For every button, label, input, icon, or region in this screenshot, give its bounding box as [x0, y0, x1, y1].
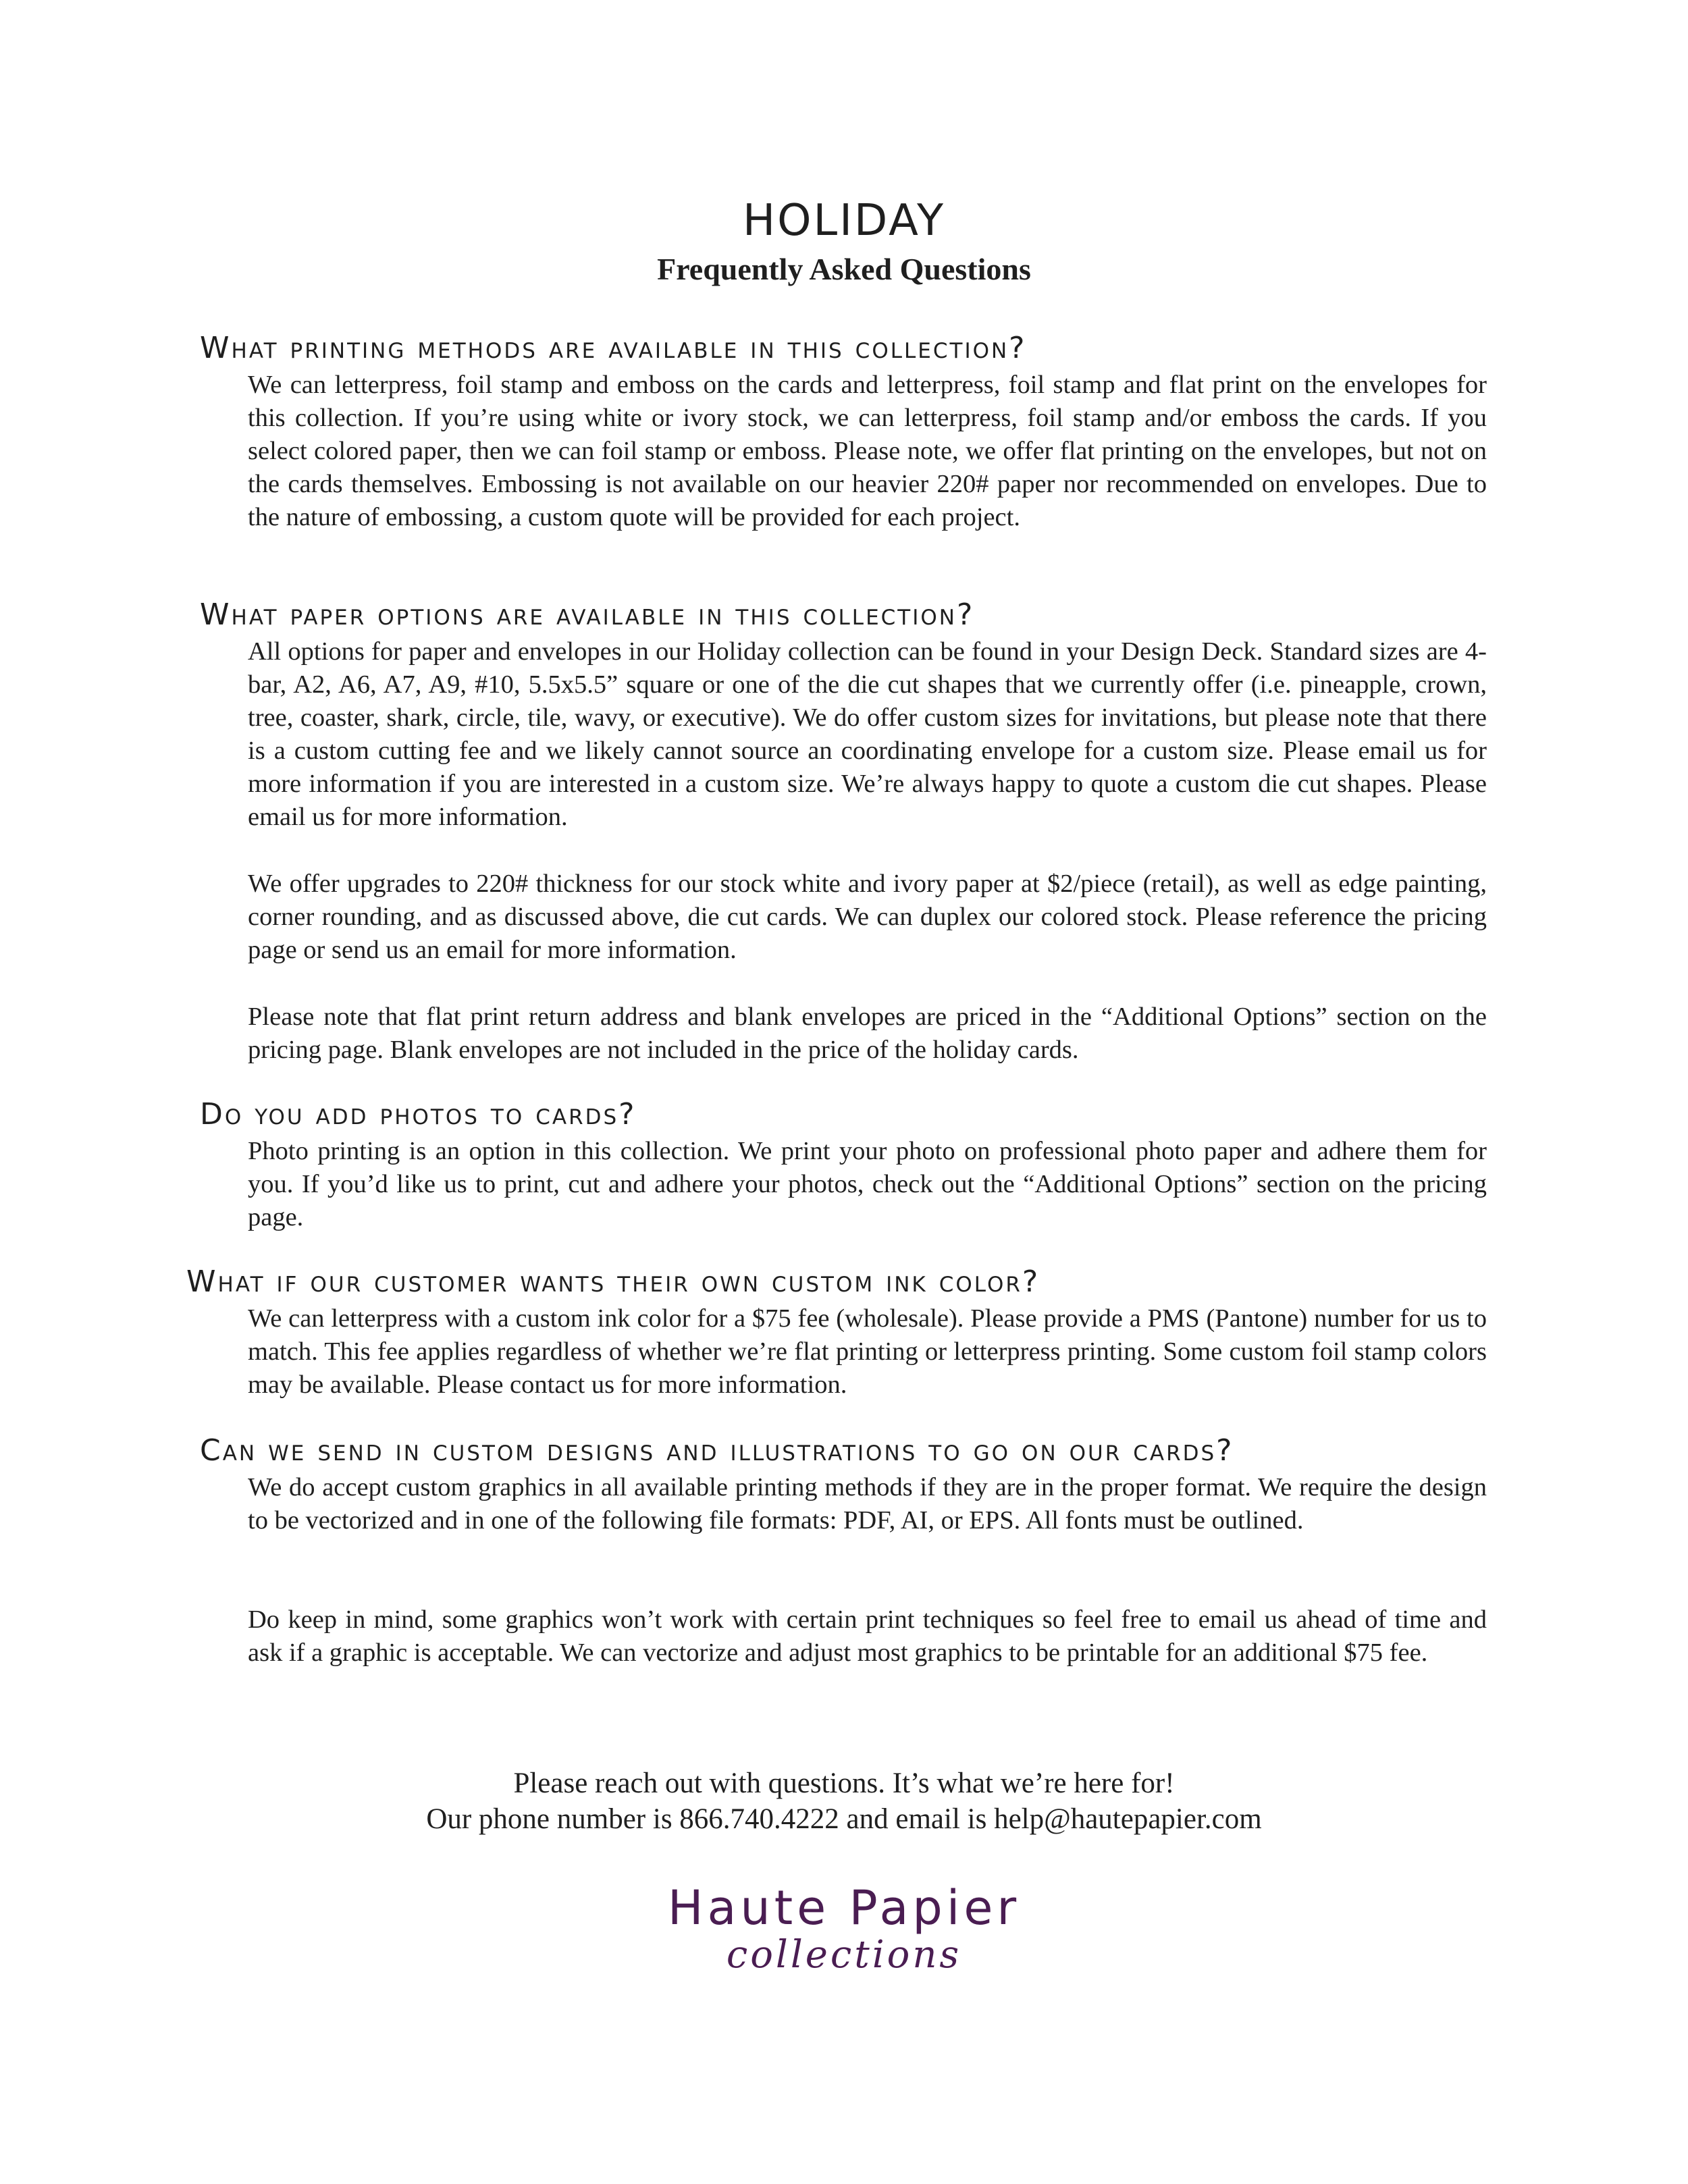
faq-answer-paper-upgrades: We offer upgrades to 220# thickness for our stock white and ivory paper at $2/piece (retail), as well as edge painting, corner rounding, and as discussed above, die cut cards. We can duplex our colored stock. Please reference the pricing page or send us an email for more information.	[248, 870, 1487, 964]
logo-sub-text: collections	[726, 1933, 962, 1977]
faq-answer-custom-designs: We do accept custom graphics in all available printing methods if they are in the proper format. We require the design to be vectorized and in one of the following file formats: PDF, AI, or EPS. All fonts must be outlined.	[248, 1473, 1487, 1535]
faq-answer-photos: Photo printing is an option in this collection. We print your photo on professional photo paper and adhere them for you. If you’d like us to print, cut and adhere your photos, check out the “Additional Options” section on the pricing page.	[248, 1137, 1487, 1231]
faq-question-custom-designs: Can we send in custom designs and illustrations to go on our cards?	[200, 1433, 1234, 1468]
document-title: HOLIDAY	[742, 196, 946, 246]
haute-papier-logo	[608, 1880, 1080, 1995]
logo-brand-text: Haute Papier	[667, 1880, 1021, 1936]
faq-answer-envelope-pricing: Please note that flat print return address and blank envelopes are priced in the “Additional Options” section on the pricing page. Blank envelopes are not included in the price of the holiday cards.	[248, 1003, 1487, 1064]
faq-answer-graphics-note: Do keep in mind, some graphics won’t work with certain print techniques so feel free to email us ahead of time and ask if a graphic is acceptable. We can vectorize and adjust most graphics to be printable for an additional $75 fee.	[248, 1605, 1487, 1667]
document-subtitle: Frequently Asked Questions	[657, 252, 1031, 286]
faq-question-printing-methods: What printing methods are available in this collection?	[200, 331, 1027, 365]
faq-answer-custom-ink: We can letterpress with a custom ink color for a $75 fee (wholesale). Please provide a PMS (Pantone) number for us to match. This fee applies regardless of whether we’re flat printing or letterpress printing. Some custom foil stamp colors may be available. Please contact us for more information.	[248, 1304, 1487, 1399]
faq-answer-printing-methods: We can letterpress, foil stamp and emboss on the cards and letterpress, foil stamp and flat print on the envelopes for this collection. If you’re using white or ivory stock, we can letterpress, foil stamp and/or emboss the cards. If you select colored paper, then we can foil stamp or emboss. Please note, we offer flat printing on the envelopes, but not on the cards themselves. Embossing is not available on our heavier 220# paper nor recommended on envelopes. Due to the nature of embossing, a custom quote will be provided for each project.	[248, 371, 1487, 531]
faq-question-custom-ink: What if our customer wants their own custom ink color?	[186, 1264, 1040, 1299]
faq-question-photos: Do you add photos to cards?	[200, 1097, 637, 1131]
closing-line-1: Please reach out with questions. It’s what we’re here for!	[513, 1767, 1175, 1799]
faq-question-paper-options: What paper options are available in this collection?	[200, 597, 975, 632]
closing-line-2: Our phone number is 866.740.4222 and email is help@hautepapier.com	[426, 1803, 1262, 1835]
faq-answer-paper-options: All options for paper and envelopes in our Holiday collection can be found in your Design Deck. Standard sizes are 4-bar, A2, A6, A7, A9, #10, 5.5x5.5” square or one of the die cut shapes that we currently offer (i.e. pineapple, crown, tree, coaster, shark, circle, tile, wavy, or executive). We do offer custom sizes for invitations, but please note that there is a custom cutting fee and we likely cannot source an coordinating envelope for a custom size. Please email us for more information if you are interested in a custom size. We’re always happy to quote a custom die cut shapes. Please email us for more information.	[248, 637, 1487, 831]
